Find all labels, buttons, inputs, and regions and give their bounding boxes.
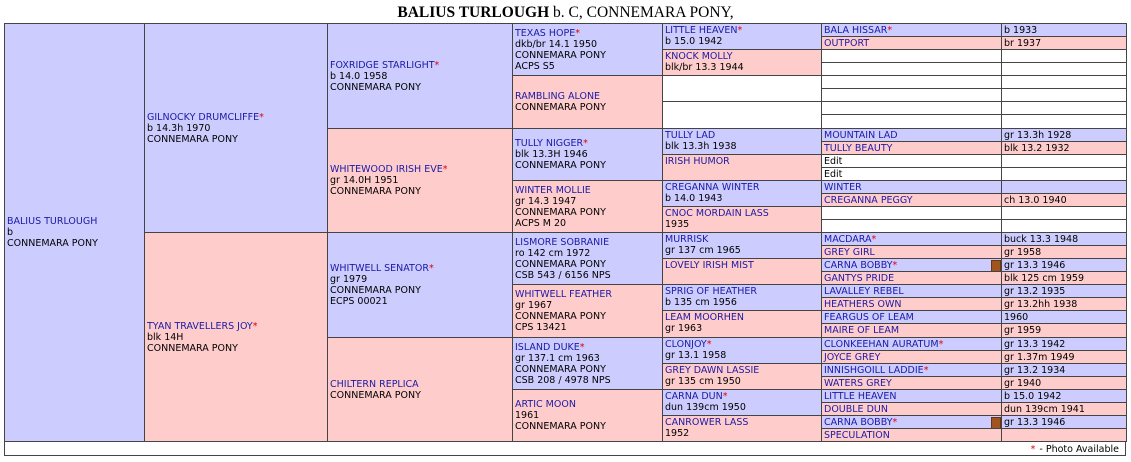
g5-ancestor-info-cell (1001, 415, 1127, 429)
g5-ancestor-info-cell (1001, 23, 1127, 37)
g5-ancestor-info-cell (1001, 350, 1127, 364)
horse-name-link[interactable]: LISMORE SOBRANIE (515, 236, 610, 248)
horse-detail: gr 1.37m 1949 (1004, 352, 1075, 363)
g3-ancestor-cell (512, 284, 663, 338)
horse-name-link[interactable]: CLONKEEHAN AURATUM (824, 339, 939, 350)
horse-detail: gr 135 cm 1950 (665, 376, 741, 387)
horse-detail: ro 142 cm 1972 (515, 247, 591, 259)
g5-ancestor-name-cell (821, 167, 1002, 181)
g5-ancestor-name-cell (821, 284, 1002, 298)
g3-ancestor-cell (512, 180, 663, 233)
horse-name-line (824, 273, 999, 284)
g5-ancestor-name-cell (821, 180, 1002, 194)
horse-detail: b 15.0 1942 (1004, 391, 1062, 402)
g5-ancestor-info-cell (1001, 180, 1127, 194)
horse-detail: CONNEMARA PONY (515, 102, 606, 113)
horse-detail: blk 125 cm 1959 (1004, 273, 1085, 284)
horse-detail: b 14.3h 1970 (147, 122, 211, 134)
horse-name-link[interactable]: MAIRE OF LEAM (824, 325, 900, 336)
g5-ancestor-name-cell (821, 23, 1002, 37)
horse-name-link[interactable]: SPRIG OF HEATHER (665, 286, 757, 297)
horse-detail: 1935 (665, 219, 690, 230)
g4-ancestor-cell (662, 23, 822, 50)
g5-ancestor-info-cell (1001, 167, 1127, 181)
horse-detail: gr 1940 (1004, 378, 1042, 389)
horse-name-line (515, 342, 660, 353)
g5-ancestor-name-cell (821, 62, 1002, 76)
horse-detail: gr 1967 (515, 300, 553, 311)
horse-name-line (824, 182, 999, 193)
horse-name-link[interactable]: CREGANNA WINTER (665, 182, 760, 193)
horse-name-line (147, 112, 325, 123)
g5-ancestor-info-cell (1001, 75, 1127, 89)
horse-name-line (824, 430, 999, 441)
horse-detail: ACPS S5 (515, 60, 555, 72)
g5-ancestor-info-cell (1001, 88, 1127, 102)
g5-ancestor-info-cell (1001, 323, 1127, 338)
pedigree-title (0, 3, 1131, 22)
g5-ancestor-name-cell (821, 363, 1002, 377)
horse-detail: CONNEMARA PONY (330, 285, 421, 296)
horse-name-line (824, 143, 999, 154)
horse-detail: CONNEMARA PONY (147, 133, 238, 145)
horse-name-link[interactable]: WHITWELL FEATHER (515, 289, 612, 300)
horse-name-link[interactable]: WATERS GREY (824, 378, 892, 389)
photo-star-icon: * (583, 138, 588, 149)
horse-name-line (824, 365, 999, 376)
g5-ancestor-name-cell (821, 36, 1002, 50)
g5-ancestor-name-cell (821, 245, 1002, 259)
horse-name-link[interactable]: SPECULATION (824, 430, 890, 441)
horse-detail: CONNEMARA PONY (147, 342, 238, 354)
horse-detail: CONNEMARA PONY (515, 206, 606, 218)
horse-detail: dun 139cm 1941 (1004, 404, 1085, 415)
g5-ancestor-info-cell (1001, 310, 1127, 324)
g5-ancestor-info-cell (1001, 271, 1127, 285)
g5-ancestor-info-cell (1001, 193, 1127, 207)
horse-name-link[interactable]: WHITEWOOD IRISH EVE (330, 164, 443, 175)
g2-ancestor-cell (327, 128, 513, 233)
photo-star-icon: * (428, 263, 434, 274)
photo-star-icon: * (442, 164, 448, 175)
horse-name-link[interactable]: CARNA DUN (665, 391, 723, 402)
g5-ancestor-name-cell (821, 258, 1002, 272)
g5-ancestor-info-cell (1001, 141, 1127, 155)
photo-star-icon: * (575, 27, 580, 39)
horse-detail: buck 13.3 1948 (1004, 234, 1079, 245)
horse-name-line (824, 325, 999, 336)
horse-name-link[interactable]: HEATHERS OWN (824, 299, 902, 310)
horse-detail: gr 13.3 1946 (1004, 417, 1066, 428)
g5-ancestor-name-cell (821, 154, 1002, 168)
g2-ancestor-cell (327, 337, 513, 442)
horse-name-link[interactable]: DOUBLE DUN (824, 404, 888, 415)
horse-name-link[interactable]: INNISHGOILL LADDIE (824, 365, 924, 376)
dam-cell (144, 232, 328, 442)
photo-star-icon: * (871, 234, 877, 245)
horse-detail: CSB 208 / 4978 NPS (515, 374, 611, 386)
g3-ancestor-cell (512, 232, 663, 285)
horse-name-link[interactable]: KNOCK MOLLY (665, 51, 733, 62)
g5-ancestor-info-cell (1001, 363, 1127, 377)
g4-ancestor-cell (662, 310, 822, 338)
horse-detail: gr 13.1 1958 (665, 350, 727, 361)
g5-ancestor-name-cell (821, 428, 1002, 442)
photo-star-icon: * (259, 111, 264, 123)
horse-detail: gr 13.2 1934 (1004, 365, 1066, 376)
horse-name-link[interactable]: CHILTERN REPLICA (330, 378, 419, 390)
g5-ancestor-name-cell (821, 141, 1002, 155)
g5-ancestor-name-cell (821, 75, 1002, 89)
g5-ancestor-name-cell (821, 88, 1002, 102)
horse-name-line (824, 404, 999, 415)
g2-ancestor-cell (327, 232, 513, 338)
g3-ancestor-cell (512, 337, 663, 390)
horse-name-line (824, 156, 999, 167)
g3-ancestor-cell (512, 128, 663, 181)
g4-ancestor-cell (662, 337, 822, 364)
g4-ancestor-cell (662, 232, 822, 259)
horse-name-line (665, 391, 819, 402)
horse-detail: blk 13.3h 1938 (665, 141, 737, 152)
g4-ancestor-cell (662, 180, 822, 207)
horse-detail: 1952 (665, 428, 690, 439)
horse-detail: gr 13.2hh 1938 (1004, 299, 1078, 310)
horse-detail: gr 13.2 1935 (1004, 286, 1066, 297)
g5-ancestor-name-cell (821, 232, 1002, 246)
g4-ancestor-cell (662, 389, 822, 416)
g5-ancestor-info-cell (1001, 297, 1127, 311)
horse-name-line (824, 260, 999, 271)
g5-ancestor-name-cell (821, 350, 1002, 364)
photo-star-icon: * (434, 59, 440, 71)
g4-ancestor-cell (662, 206, 822, 233)
g5-ancestor-name-cell (821, 337, 1002, 351)
horse-name-link[interactable]: WHITWELL SENATOR (330, 263, 429, 274)
horse-name-link[interactable]: WINTER MOLLIE (515, 184, 591, 196)
edit-link[interactable]: Edit (824, 169, 843, 180)
horse-detail: gr 137 cm 1965 (665, 245, 741, 256)
horse-name-line (824, 38, 999, 49)
photo-star-icon: * (938, 339, 944, 350)
horse-name-link[interactable]: JOYCE GREY (824, 352, 881, 363)
horse-detail: gr 137.1 cm 1963 (515, 352, 600, 364)
g5-ancestor-name-cell (821, 219, 1002, 233)
horse-name-link[interactable]: FEARGUS OF LEAM (824, 312, 914, 323)
g5-ancestor-info-cell (1001, 402, 1127, 416)
g5-ancestor-info-cell (1001, 36, 1127, 50)
g4-ancestor-cell (662, 258, 822, 285)
horse-name-line (824, 234, 999, 245)
horse-detail: CONNEMARA PONY (515, 421, 606, 432)
g5-ancestor-name-cell (821, 114, 1002, 129)
g3-ancestor-cell (512, 389, 663, 442)
g5-ancestor-info-cell (1001, 128, 1127, 142)
horse-detail: gr 1959 (1004, 325, 1042, 336)
photo-star-icon: * (923, 365, 929, 376)
g5-ancestor-info-cell (1001, 337, 1127, 351)
horse-detail: 1960 (1004, 312, 1029, 323)
g5-ancestor-info-cell (1001, 376, 1127, 390)
horse-name-link[interactable]: CLONJOY (665, 339, 707, 350)
horse-name-link[interactable]: LITTLE HEAVEN (824, 391, 897, 402)
g4-ancestor-cell (662, 49, 822, 76)
horse-name-link[interactable]: GREY DAWN LASSIE (665, 365, 760, 376)
photo-star-icon: * (737, 25, 743, 36)
horse-detail: CONNEMARA PONY (330, 389, 421, 401)
edit-link[interactable]: Edit (824, 156, 843, 167)
g5-ancestor-info-cell (1001, 101, 1127, 115)
photo-star-icon: * (722, 391, 728, 402)
horse-name-link[interactable]: BALA HISSAR (824, 25, 888, 36)
horse-name-link[interactable]: TULLY NIGGER (515, 138, 584, 149)
horse-name-line (824, 286, 999, 297)
horse-detail: blk 14H (147, 331, 184, 343)
horse-detail: gr 14.3 1947 (515, 195, 577, 207)
horse-name-link[interactable]: OUTPORT (824, 38, 870, 49)
g5-ancestor-info-cell (1001, 154, 1127, 168)
horse-detail: b 1933 (1004, 25, 1038, 36)
horse-name-link[interactable]: RAMBLING ALONE (515, 91, 601, 102)
horse-name-line (824, 378, 999, 389)
g5-ancestor-info-cell (1001, 284, 1127, 298)
g5-ancestor-info-cell (1001, 114, 1127, 129)
g5-ancestor-info-cell (1001, 428, 1127, 442)
g5-ancestor-info-cell (1001, 232, 1127, 246)
horse-detail: CONNEMARA PONY (7, 238, 98, 249)
horse-name-link[interactable]: CANROWER LASS (665, 417, 749, 428)
horse-name-link[interactable]: TYAN TRAVELLERS JOY (147, 320, 253, 332)
photo-legend (4, 441, 1126, 456)
photo-star-icon: * (706, 339, 712, 350)
horse-detail: CONNEMARA PONY (515, 49, 606, 61)
horse-detail: blk 13.2 1932 (1004, 143, 1070, 154)
horse-name-line (515, 138, 660, 149)
horse-name-line (824, 299, 999, 310)
horse-detail: CSB 543 / 6156 NPS (515, 269, 611, 281)
horse-detail: dun 139cm 1950 (665, 402, 746, 413)
horse-name-link[interactable]: CARNA BOBBY (824, 260, 893, 271)
horse-name-link[interactable]: TULLY LAD (665, 130, 716, 141)
horse-name-link[interactable]: GREY GIRL (824, 247, 875, 258)
g5-ancestor-info-cell (1001, 245, 1127, 259)
horse-detail: CONNEMARA PONY (515, 258, 606, 270)
horse-name-link[interactable]: TEXAS HOPE (515, 27, 576, 39)
g5-ancestor-name-cell (821, 415, 1002, 429)
horse-detail: gr 13.3h 1928 (1004, 130, 1072, 141)
horse-name-link[interactable]: MACDARA (824, 234, 872, 245)
horse-name-link[interactable]: LITTLE HEAVEN (665, 25, 738, 36)
g5-ancestor-name-cell (821, 193, 1002, 207)
horse-detail: b 14.0 1943 (665, 193, 723, 204)
photo-star-icon: * (579, 341, 585, 353)
subject-cell (4, 23, 145, 442)
horse-detail: gr 14.0H 1951 (330, 175, 399, 186)
photo-star-icon: * (887, 25, 893, 36)
horse-detail: br 1937 (1004, 38, 1042, 49)
g5-ancestor-name-cell (821, 323, 1002, 338)
g5-ancestor-name-cell (821, 101, 1002, 115)
g4-ancestor-cell (662, 415, 822, 442)
horse-detail: ECPS 00021 (330, 296, 388, 307)
horse-detail: b 14.0 1958 (330, 70, 388, 82)
g5-ancestor-name-cell (821, 297, 1002, 311)
horse-detail: CONNEMARA PONY (515, 363, 606, 375)
horse-detail: gr 1963 (665, 323, 703, 334)
horse-name-line (824, 391, 999, 402)
horse-name-line (824, 247, 999, 258)
horse-detail: gr 1958 (1004, 247, 1042, 258)
horse-detail: CONNEMARA PONY (515, 160, 606, 171)
horse-detail: CONNEMARA PONY (330, 186, 421, 197)
g5-ancestor-info-cell (1001, 206, 1127, 220)
horse-name-line (824, 130, 999, 141)
g5-ancestor-info-cell (1001, 219, 1127, 233)
g4-ancestor-cell (662, 75, 822, 102)
title-details: b. C, CONNEMARA PONY, (553, 4, 734, 21)
horse-detail: gr 13.3 1942 (1004, 339, 1066, 350)
horse-detail: CONNEMARA PONY (330, 81, 421, 93)
horse-detail: dkb/br 14.1 1950 (515, 38, 598, 50)
photo-star-icon: * (1030, 444, 1036, 455)
horse-name-link[interactable]: LEAM MOORHEN (665, 312, 745, 323)
horse-name-line (824, 169, 999, 180)
horse-name-link[interactable]: GANTYS PRIDE (824, 273, 895, 284)
horse-name-link[interactable]: TULLY BEAUTY (824, 143, 893, 154)
horse-name-line (665, 25, 819, 36)
g5-ancestor-name-cell (821, 376, 1002, 390)
horse-name-link[interactable]: IRISH HUMOR (665, 156, 730, 167)
horse-detail: CONNEMARA PONY (515, 311, 606, 322)
horse-name-line (824, 352, 999, 363)
g5-ancestor-name-cell (821, 128, 1002, 142)
photo-star-icon: * (892, 417, 898, 428)
g3-ancestor-cell (512, 75, 663, 129)
horse-name-link[interactable]: FOXRIDGE STARLIGHT (330, 59, 435, 71)
horse-name-line (330, 164, 510, 175)
horse-name-link[interactable]: BALIUS TURLOUGH (7, 216, 98, 227)
photo-legend-text: - Photo Available (1039, 444, 1119, 455)
g5-ancestor-name-cell (821, 402, 1002, 416)
horse-name-link[interactable]: WINTER (824, 182, 862, 193)
g5-ancestor-info-cell (1001, 389, 1127, 403)
horse-name-line (824, 25, 999, 36)
g4-ancestor-cell (662, 128, 822, 155)
horse-detail: CPS 13421 (515, 322, 567, 333)
horse-detail: gr 13.3 1946 (1004, 260, 1066, 271)
g5-ancestor-info-cell (1001, 258, 1127, 272)
horse-name-link[interactable]: GILNOCKY DRUMCLIFFE (147, 111, 260, 123)
horse-name-link[interactable]: LOVELY IRISH MIST (665, 260, 754, 271)
horse-name-line (824, 339, 999, 350)
horse-name-link[interactable]: MURRISK (665, 234, 709, 245)
g5-ancestor-info-cell (1001, 49, 1127, 63)
horse-name-link[interactable]: ISLAND DUKE (515, 341, 580, 353)
g5-ancestor-name-cell (821, 271, 1002, 285)
horse-name-link[interactable]: LAVALLEY REBEL (824, 286, 904, 297)
g4-ancestor-cell (662, 363, 822, 390)
horse-name-link[interactable]: ARTIC MOON (515, 399, 576, 410)
horse-name-line (824, 195, 999, 206)
g5-ancestor-info-cell (1001, 62, 1127, 76)
horse-name-link[interactable]: CNOC MORDAIN LASS (665, 208, 769, 219)
horse-name-line (824, 312, 999, 323)
photo-star-icon: * (252, 320, 258, 332)
horse-name-link[interactable]: CREGANNA PEGGY (824, 195, 913, 206)
photo-star-icon: * (892, 260, 898, 271)
g4-ancestor-cell (662, 154, 822, 181)
horse-detail: 1961 (515, 410, 540, 421)
g2-ancestor-cell (327, 23, 513, 129)
horse-name-line (515, 28, 660, 39)
g4-ancestor-cell (662, 284, 822, 311)
g5-ancestor-name-cell (821, 389, 1002, 403)
horse-detail: b 135 cm 1956 (665, 297, 737, 308)
g5-ancestor-name-cell (821, 49, 1002, 63)
horse-name-line (824, 417, 999, 428)
g5-ancestor-name-cell (821, 206, 1002, 220)
horse-detail: b (7, 227, 14, 238)
sire-cell (144, 23, 328, 233)
horse-name-line (147, 321, 325, 332)
title-horse-name: BALIUS TURLOUGH (397, 4, 550, 21)
horse-name-link[interactable]: MOUNTAIN LAD (824, 130, 898, 141)
g3-ancestor-cell (512, 23, 663, 76)
horse-detail: gr 1979 (330, 274, 368, 285)
horse-detail: ACPS M 20 (515, 217, 567, 229)
horse-detail: ch 13.0 1940 (1004, 195, 1067, 206)
horse-detail: blk 13.3H 1946 (515, 149, 588, 160)
horse-name-line (665, 339, 819, 350)
horse-detail: blk/br 13.3 1944 (665, 62, 744, 73)
horse-name-line (330, 60, 510, 71)
g4-ancestor-cell (662, 101, 822, 129)
horse-detail: b 15.0 1942 (665, 36, 723, 47)
horse-name-link[interactable]: CARNA BOBBY (824, 417, 893, 428)
horse-name-line (330, 263, 510, 274)
g5-ancestor-name-cell (821, 310, 1002, 324)
